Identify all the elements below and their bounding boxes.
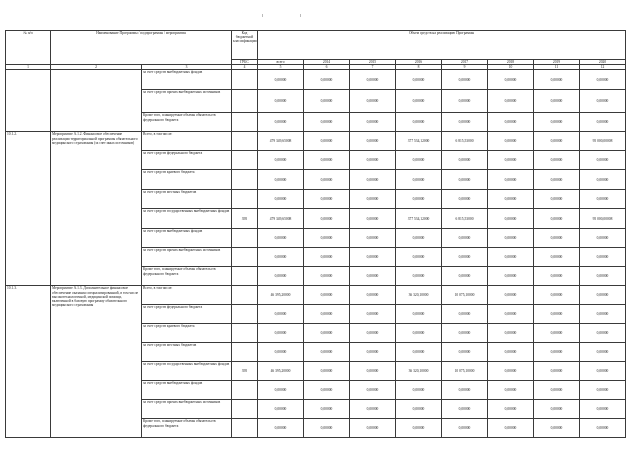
header-year: 2020 bbox=[580, 60, 626, 65]
amount-cell: 0,00000 bbox=[304, 90, 350, 113]
amount-cell: 0,00000 bbox=[350, 286, 396, 305]
amount-cell: 0,00000 bbox=[488, 132, 534, 151]
amount-cell: 0,00000 bbox=[350, 132, 396, 151]
header-year: 2016 bbox=[396, 60, 442, 65]
amount-cell: 0,00000 bbox=[580, 248, 626, 267]
amount-cell: 0,00000 bbox=[534, 113, 580, 132]
amount-cell: 0,00000 bbox=[488, 286, 534, 305]
funding-source: Всего, в том числе: bbox=[142, 286, 232, 305]
section-name: Мероприятие А.1.3. Дополнительное финансовое обеспечение оказания специализированной, в том числе высокотехнологичной, медицинской помощи, включенной в базовую программу обязательного медицинского страхования bbox=[51, 286, 142, 438]
amount-cell: 0,00000 bbox=[534, 248, 580, 267]
amount-cell: 10 075,10000 bbox=[442, 286, 488, 305]
header-year: 2018 bbox=[488, 60, 534, 65]
amount-cell: 0,00000 bbox=[396, 90, 442, 113]
amount-cell: 0,00000 bbox=[350, 170, 396, 190]
amount-cell: 0,00000 bbox=[580, 190, 626, 209]
amount-cell: 0,00000 bbox=[258, 90, 304, 113]
amount-cell: 0,00000 bbox=[488, 362, 534, 381]
amount-cell: 0,00000 bbox=[350, 190, 396, 209]
grbs-code bbox=[232, 305, 258, 324]
amount-cell: 0,00000 bbox=[488, 324, 534, 343]
grbs-code bbox=[232, 132, 258, 151]
amount-cell: 0,00000 bbox=[534, 190, 580, 209]
amount-cell: 0,00000 bbox=[258, 305, 304, 324]
amount-cell: 0,00000 bbox=[534, 132, 580, 151]
amount-cell: 0,00000 bbox=[580, 305, 626, 324]
amount-cell: 0,00000 bbox=[488, 190, 534, 209]
amount-cell: 0,00000 bbox=[442, 229, 488, 248]
amount-cell: 0,00000 bbox=[442, 151, 488, 170]
amount-cell: 0,00000 bbox=[258, 419, 304, 438]
amount-cell: 0,00000 bbox=[258, 324, 304, 343]
amount-cell: 0,00000 bbox=[580, 400, 626, 419]
amount-cell: 0,00000 bbox=[304, 343, 350, 362]
amount-cell: 0,00000 bbox=[350, 248, 396, 267]
amount-cell: 0,00000 bbox=[580, 286, 626, 305]
header-name: Наименование Программы / подпрограммы / мероприятия bbox=[51, 31, 232, 65]
amount-cell: 479 349,65008 bbox=[258, 132, 304, 151]
amount-cell: 0,00000 bbox=[534, 362, 580, 381]
amount-cell: 0,00000 bbox=[350, 151, 396, 170]
amount-cell: 0,00000 bbox=[534, 151, 580, 170]
amount-cell: 0,00000 bbox=[580, 267, 626, 286]
table-header bbox=[6, 31, 626, 70]
amount-cell: 0,00000 bbox=[534, 170, 580, 190]
column-index: 7 bbox=[350, 65, 396, 70]
amount-cell: 0,00000 bbox=[396, 70, 442, 90]
amount-cell: 0,00000 bbox=[304, 400, 350, 419]
scan-mark bbox=[262, 14, 263, 17]
grbs-code bbox=[232, 267, 258, 286]
amount-cell: 0,00000 bbox=[534, 209, 580, 229]
scan-mark bbox=[300, 14, 301, 17]
header-funds: Объем средств на реализацию Программы bbox=[258, 31, 626, 60]
amount-cell: 377 534,12000 bbox=[396, 209, 442, 229]
amount-cell: 0,00000 bbox=[304, 286, 350, 305]
funding-source: за счет средств федерального бюджета bbox=[142, 305, 232, 324]
amount-cell: 0,00000 bbox=[488, 305, 534, 324]
section-number bbox=[6, 70, 51, 132]
amount-cell: 0,00000 bbox=[350, 70, 396, 90]
amount-cell: 0,00000 bbox=[258, 248, 304, 267]
amount-cell: 0,00000 bbox=[350, 305, 396, 324]
amount-cell: 0,00000 bbox=[442, 113, 488, 132]
funding-source: за счет средств прочих внебюджетных источников bbox=[142, 400, 232, 419]
amount-cell: 0,00000 bbox=[534, 324, 580, 343]
section-number: 10.1.3. bbox=[6, 286, 51, 438]
amount-cell: 0,00000 bbox=[258, 229, 304, 248]
column-index: 5 bbox=[258, 65, 304, 70]
grbs-code bbox=[232, 170, 258, 190]
amount-cell: 0,00000 bbox=[350, 209, 396, 229]
amount-cell: 0,00000 bbox=[258, 170, 304, 190]
amount-cell: 6 815,53000 bbox=[442, 132, 488, 151]
amount-cell: 0,00000 bbox=[442, 381, 488, 400]
amount-cell: 0,00000 bbox=[396, 419, 442, 438]
amount-cell: 0,00000 bbox=[580, 419, 626, 438]
amount-cell: 46 395,20000 bbox=[258, 286, 304, 305]
amount-cell: 0,00000 bbox=[580, 170, 626, 190]
grbs-code bbox=[232, 286, 258, 305]
grbs-code bbox=[232, 324, 258, 343]
amount-cell: 0,00000 bbox=[350, 113, 396, 132]
amount-cell: 0,00000 bbox=[304, 381, 350, 400]
amount-cell: 0,00000 bbox=[396, 170, 442, 190]
amount-cell: 0,00000 bbox=[580, 151, 626, 170]
amount-cell: 0,00000 bbox=[258, 190, 304, 209]
amount-cell: 0,00000 bbox=[442, 190, 488, 209]
amount-cell: 0,00000 bbox=[488, 381, 534, 400]
amount-cell: 0,00000 bbox=[488, 343, 534, 362]
header-year: всего bbox=[258, 60, 304, 65]
amount-cell: 0,00000 bbox=[396, 190, 442, 209]
amount-cell: 0,00000 bbox=[258, 70, 304, 90]
amount-cell: 0,00000 bbox=[534, 343, 580, 362]
amount-cell: 0,00000 bbox=[534, 70, 580, 90]
amount-cell: 0,00000 bbox=[488, 113, 534, 132]
amount-cell: 0,00000 bbox=[534, 286, 580, 305]
amount-cell: 0,00000 bbox=[304, 324, 350, 343]
amount-cell: 0,00000 bbox=[350, 229, 396, 248]
amount-cell: 0,00000 bbox=[396, 324, 442, 343]
amount-cell: 0,00000 bbox=[534, 90, 580, 113]
funding-source: за счет средств федерального бюджета bbox=[142, 151, 232, 170]
amount-cell: 0,00000 bbox=[442, 305, 488, 324]
amount-cell: 0,00000 bbox=[258, 151, 304, 170]
amount-cell: 0,00000 bbox=[442, 419, 488, 438]
amount-cell: 0,00000 bbox=[396, 267, 442, 286]
amount-cell: 36 320,10000 bbox=[396, 286, 442, 305]
column-index: 12 bbox=[580, 65, 626, 70]
amount-cell: 0,00000 bbox=[304, 190, 350, 209]
amount-cell: 0,00000 bbox=[350, 362, 396, 381]
amount-cell: 0,00000 bbox=[442, 248, 488, 267]
amount-cell: 0,00000 bbox=[304, 305, 350, 324]
amount-cell: 0,00000 bbox=[396, 248, 442, 267]
amount-cell: 0,00000 bbox=[534, 267, 580, 286]
section-name bbox=[51, 70, 142, 132]
column-index: 6 bbox=[304, 65, 350, 70]
amount-cell: 0,00000 bbox=[534, 400, 580, 419]
amount-cell: 0,00000 bbox=[580, 362, 626, 381]
table-row bbox=[6, 70, 626, 90]
amount-cell: 0,00000 bbox=[304, 132, 350, 151]
column-index: 4 bbox=[232, 65, 258, 70]
amount-cell: 0,00000 bbox=[442, 170, 488, 190]
column-index: 9 bbox=[442, 65, 488, 70]
grbs-code bbox=[232, 419, 258, 438]
column-index: 3 bbox=[142, 65, 232, 70]
funding-source: за счет средств внебюджетных фондов bbox=[142, 381, 232, 400]
amount-cell: 0,00000 bbox=[442, 324, 488, 343]
funding-source: за счет средств внебюджетных фондов bbox=[142, 229, 232, 248]
grbs-code bbox=[232, 151, 258, 170]
grbs-code bbox=[232, 113, 258, 132]
amount-cell: 0,00000 bbox=[580, 70, 626, 90]
grbs-code bbox=[232, 248, 258, 267]
amount-cell: 0,00000 bbox=[350, 381, 396, 400]
column-index: 11 bbox=[534, 65, 580, 70]
amount-cell: 0,00000 bbox=[488, 170, 534, 190]
amount-cell: 0,00000 bbox=[442, 70, 488, 90]
amount-cell: 0,00000 bbox=[350, 343, 396, 362]
section-name: Мероприятие А.1.2. Финансовое обеспечение реализации территориальной программы обязательного медицинского страхования (за счет иных источников) bbox=[51, 132, 142, 286]
header-year: 2014 bbox=[304, 60, 350, 65]
amount-cell: 0,00000 bbox=[396, 151, 442, 170]
amount-cell: 0,00000 bbox=[534, 419, 580, 438]
header-budget-code: Код бюджетной классификации bbox=[232, 31, 258, 60]
amount-cell: 0,00000 bbox=[488, 400, 534, 419]
grbs-code bbox=[232, 90, 258, 113]
amount-cell: 36 320,10000 bbox=[396, 362, 442, 381]
amount-cell: 0,00000 bbox=[304, 362, 350, 381]
amount-cell: 0,00000 bbox=[304, 70, 350, 90]
grbs-code bbox=[232, 229, 258, 248]
amount-cell: 0,00000 bbox=[396, 305, 442, 324]
amount-cell: 0,00000 bbox=[396, 229, 442, 248]
amount-cell: 0,00000 bbox=[258, 343, 304, 362]
funding-source: за счет средств государственных внебюджетных фондов bbox=[142, 209, 232, 229]
column-index: 8 bbox=[396, 65, 442, 70]
funding-source: за счет средств краевого бюджета bbox=[142, 170, 232, 190]
amount-cell: 0,00000 bbox=[396, 400, 442, 419]
amount-cell: 0,00000 bbox=[488, 248, 534, 267]
header-num: № п/п bbox=[6, 31, 51, 65]
amount-cell: 0,00000 bbox=[350, 400, 396, 419]
amount-cell: 0,00000 bbox=[534, 229, 580, 248]
header-year: 2017 bbox=[442, 60, 488, 65]
amount-cell: 0,00000 bbox=[304, 209, 350, 229]
header-grbs: ГРБС bbox=[232, 60, 258, 65]
amount-cell: 0,00000 bbox=[442, 267, 488, 286]
grbs-code bbox=[232, 70, 258, 90]
amount-cell: 0,00000 bbox=[442, 343, 488, 362]
grbs-code bbox=[232, 400, 258, 419]
amount-cell: 0,00000 bbox=[488, 229, 534, 248]
amount-cell: 479 349,65008 bbox=[258, 209, 304, 229]
amount-cell: 0,00000 bbox=[396, 381, 442, 400]
amount-cell: 95 000,00008 bbox=[580, 209, 626, 229]
amount-cell: 0,00000 bbox=[488, 70, 534, 90]
amount-cell: 0,00000 bbox=[580, 229, 626, 248]
grbs-code bbox=[232, 381, 258, 400]
amount-cell: 0,00000 bbox=[304, 419, 350, 438]
table-row bbox=[6, 132, 626, 151]
amount-cell: 0,00000 bbox=[488, 151, 534, 170]
table-body bbox=[6, 70, 626, 438]
column-index: 2 bbox=[51, 65, 142, 70]
funding-source: Всего, в том числе: bbox=[142, 132, 232, 151]
amount-cell: 6 815,53000 bbox=[442, 209, 488, 229]
amount-cell: 0,00000 bbox=[580, 324, 626, 343]
amount-cell: 0,00000 bbox=[580, 343, 626, 362]
funding-source: за счет средств прочих внебюджетных источников bbox=[142, 90, 232, 113]
amount-cell: 0,00000 bbox=[304, 248, 350, 267]
funding-source: за счет средств государственных внебюджетных фондов bbox=[142, 362, 232, 381]
grbs-code bbox=[232, 190, 258, 209]
amount-cell: 0,00000 bbox=[258, 267, 304, 286]
amount-cell: 0,00000 bbox=[580, 381, 626, 400]
funding-source: за счет средств прочих внебюджетных источников bbox=[142, 248, 232, 267]
amount-cell: 0,00000 bbox=[488, 90, 534, 113]
grbs-code bbox=[232, 343, 258, 362]
funding-source: за счет средств местных бюджетов bbox=[142, 190, 232, 209]
amount-cell: 0,00000 bbox=[350, 324, 396, 343]
amount-cell: 0,00000 bbox=[580, 113, 626, 132]
amount-cell: 95 000,00008 bbox=[580, 132, 626, 151]
amount-cell: 0,00000 bbox=[304, 229, 350, 248]
column-index: 1 bbox=[6, 65, 51, 70]
funding-source: Кроме того, планируемые объемы обязательств федерального бюджета bbox=[142, 267, 232, 286]
section-number: 10.1.2. bbox=[6, 132, 51, 286]
amount-cell: 46 395,20000 bbox=[258, 362, 304, 381]
amount-cell: 0,00000 bbox=[350, 419, 396, 438]
funding-source: Кроме того, планируемые объемы обязательств федерального бюджета bbox=[142, 419, 232, 438]
amount-cell: 0,00000 bbox=[488, 419, 534, 438]
amount-cell: 0,00000 bbox=[488, 267, 534, 286]
amount-cell: 0,00000 bbox=[580, 90, 626, 113]
header-year: 2015 bbox=[350, 60, 396, 65]
amount-cell: 0,00000 bbox=[304, 151, 350, 170]
funding-source: за счет средств местных бюджетов bbox=[142, 343, 232, 362]
funding-source: за счет средств внебюджетных фондов bbox=[142, 70, 232, 90]
column-index: 10 bbox=[488, 65, 534, 70]
amount-cell: 0,00000 bbox=[350, 267, 396, 286]
table-row bbox=[6, 286, 626, 305]
amount-cell: 0,00000 bbox=[304, 267, 350, 286]
amount-cell: 0,00000 bbox=[304, 170, 350, 190]
amount-cell: 0,00000 bbox=[442, 400, 488, 419]
amount-cell: 0,00000 bbox=[258, 400, 304, 419]
amount-cell: 0,00000 bbox=[396, 343, 442, 362]
amount-cell: 0,00000 bbox=[304, 113, 350, 132]
amount-cell: 377 534,12000 bbox=[396, 132, 442, 151]
amount-cell: 0,00000 bbox=[258, 381, 304, 400]
funding-source: за счет средств краевого бюджета bbox=[142, 324, 232, 343]
amount-cell: 10 075,10000 bbox=[442, 362, 488, 381]
header-year: 2019 bbox=[534, 60, 580, 65]
amount-cell: 0,00000 bbox=[534, 381, 580, 400]
amount-cell: 0,00000 bbox=[350, 90, 396, 113]
grbs-code: 395 bbox=[232, 209, 258, 229]
funding-table bbox=[5, 30, 626, 438]
grbs-code: 395 bbox=[232, 362, 258, 381]
amount-cell: 0,00000 bbox=[488, 209, 534, 229]
funding-source: Кроме того, планируемые объемы обязательств федерального бюджета bbox=[142, 113, 232, 132]
amount-cell: 0,00000 bbox=[442, 90, 488, 113]
amount-cell: 0,00000 bbox=[534, 305, 580, 324]
amount-cell: 0,00000 bbox=[396, 113, 442, 132]
amount-cell: 0,00000 bbox=[258, 113, 304, 132]
